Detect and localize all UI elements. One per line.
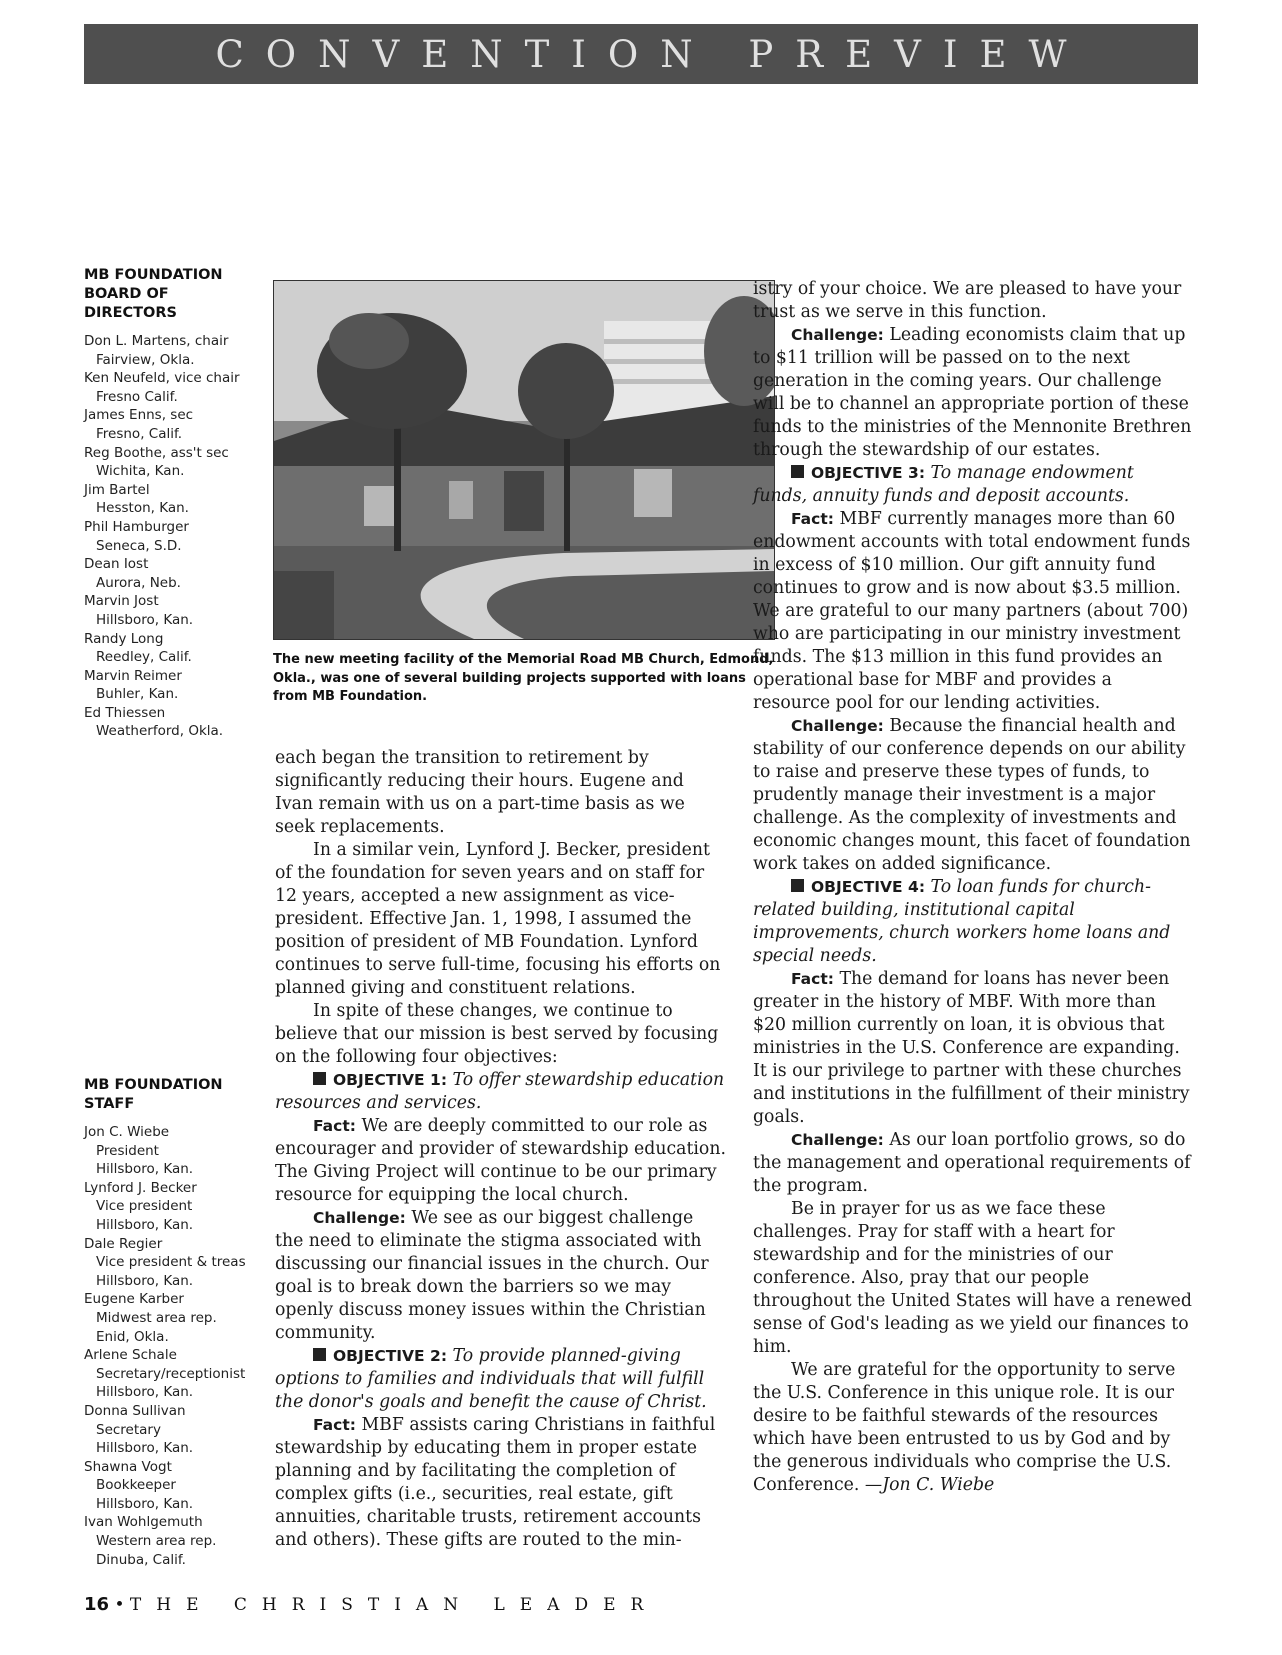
footer-separator: • bbox=[114, 1595, 125, 1615]
objective-3: OBJECTIVE 3: To manage endowment funds, annuity funds and deposit accounts. bbox=[753, 463, 1134, 506]
list-item-detail: Hillsboro, Kan. bbox=[96, 1440, 194, 1457]
list-item-detail: Fresno, Calif. bbox=[96, 425, 183, 442]
list-item-name: Ed Thiessen bbox=[84, 704, 166, 721]
church-photo bbox=[273, 280, 775, 640]
board-sidebar bbox=[84, 266, 259, 741]
paragraph: istry of your choice. We are pleased to have your trust as we serve in this function. bbox=[753, 279, 1182, 322]
staff-heading: MB FOUNDATION STAFF bbox=[84, 1077, 223, 1112]
objective-4: OBJECTIVE 4: To loan funds for church-related building, institutional capital improvements, church workers home loans and special needs. bbox=[753, 877, 1171, 966]
list-item-detail: Hillsboro, Kan. bbox=[96, 1272, 194, 1289]
list-item-detail: Hillsboro, Kan. bbox=[96, 1161, 194, 1178]
list-item-name: Randy Long bbox=[84, 630, 164, 647]
list-item-detail: Midwest area rep. bbox=[96, 1309, 217, 1326]
list-item-name: Jon C. Wiebe bbox=[84, 1124, 170, 1140]
paragraph: In spite of these changes, we continue to believe that our mission is best served by focusing on the following four objectives: bbox=[275, 1001, 719, 1067]
author-signature: —Jon C. Wiebe bbox=[864, 1475, 995, 1495]
list-item-detail: Vice president & treas bbox=[96, 1254, 246, 1271]
list-item-name: Dean Iost bbox=[84, 556, 149, 573]
list-item-detail: Secretary/receptionist bbox=[96, 1365, 246, 1382]
list-item-name: Arlene Schale bbox=[84, 1347, 177, 1364]
list-item-detail: Western area rep. bbox=[96, 1533, 217, 1550]
square-bullet-icon bbox=[791, 465, 804, 478]
page-footer bbox=[84, 1594, 658, 1615]
list-item-name: Phil Hamburger bbox=[84, 518, 189, 535]
article-column-1 bbox=[275, 747, 727, 1552]
square-bullet-icon bbox=[313, 1072, 326, 1085]
challenge-paragraph: Challenge: We see as our biggest challenge the need to eliminate the stigma associated with discussing our financial issues in the church. Our goal is to break down the barriers so we may openly discuss money issues within the Christian community. bbox=[275, 1208, 709, 1343]
list-item-name: Marvin Jost bbox=[84, 593, 159, 610]
list-item-name: Dale Regier bbox=[84, 1235, 163, 1252]
list-item-detail: Fairview, Okla. bbox=[96, 351, 195, 368]
list-item-detail: Aurora, Neb. bbox=[96, 574, 181, 591]
board-heading: MB FOUNDATION BOARD OF DIRECTORS bbox=[84, 267, 223, 321]
church-building-image bbox=[274, 281, 774, 639]
publication-name: THE CHRISTIAN LEADER bbox=[129, 1595, 659, 1615]
fact-paragraph: Fact: We are deeply committed to our role as encourager and provider of stewardship education. The Giving Project will continue to be our primary resource for equipping the local church. bbox=[275, 1116, 726, 1205]
list-item-name: Reg Boothe, ass't sec bbox=[84, 444, 229, 461]
challenge-paragraph: Challenge: Leading economists claim that up to $11 trillion will be passed on to the next generation in the coming years. Our challenge will be to channel an appropriate portion of these funds to the ministries of the Mennonite Brethren through the stewardship of our estates. bbox=[753, 325, 1192, 460]
list-item-detail: Secretary bbox=[96, 1421, 161, 1438]
square-bullet-icon bbox=[791, 879, 804, 892]
challenge-paragraph: Challenge: Because the financial health and stability of our conference depends on our ability to raise and preserve these types of funds, to prudently manage their investment is a major challenge. As the complexity of investments and economic changes mount, this facet of foundation work takes on added significance. bbox=[753, 716, 1191, 874]
closing-paragraph: We are grateful for the opportunity to serve the U.S. Conference in this unique role. It is our desire to be faithful stewards of the resources which have been entrusted to us by God and by the generous individuals who comprise the U.S. Conference. —Jon C. Wiebe bbox=[753, 1360, 1176, 1495]
list-item-name: Eugene Karber bbox=[84, 1291, 184, 1308]
article-column-2 bbox=[753, 278, 1193, 1497]
paragraph: Be in prayer for us as we face these challenges. Pray for staff with a heart for stewardship and for the ministries of our conference. Also, pray that our people throughout the United States will have a renewed sense of God's leading as we yield our finances to him. bbox=[753, 1199, 1192, 1357]
list-item-name: Ken Neufeld, vice chair bbox=[84, 370, 240, 387]
fact-paragraph: Fact: MBF assists caring Christians in faithful stewardship by educating them in proper estate planning and by facilitating the completion of complex gifts (i.e., securities, real estate, gift annuities, charitable trusts, retirement accounts and others). These gifts are routed to the min- bbox=[275, 1415, 716, 1550]
paragraph: In a similar vein, Lynford J. Becker, president of the foundation for seven years and on staff for 12 years, accepted a new assignment as vice-president. Effective Jan. 1, 1998, I assumed the position of president of MB Foundation. Lynford continues to serve full-time, focusing his efforts on planned giving and constituent relations. bbox=[275, 840, 721, 998]
paragraph: each began the transition to retirement by significantly reducing their hours. Eugene and Ivan remain with us on a part-time basis as we seek replacements. bbox=[275, 748, 685, 837]
objective-1: OBJECTIVE 1: To offer stewardship education resources and services. bbox=[275, 1070, 725, 1113]
list-item-detail: President bbox=[96, 1142, 159, 1159]
staff-sidebar bbox=[84, 1076, 259, 1569]
section-banner bbox=[84, 24, 1198, 84]
list-item-name: Lynford J. Becker bbox=[84, 1179, 197, 1196]
list-item-detail: Bookkeeper bbox=[96, 1477, 176, 1494]
list-item-detail: Vice president bbox=[96, 1198, 193, 1215]
list-item-detail: Hillsboro, Kan. bbox=[96, 1495, 194, 1512]
fact-paragraph: Fact: The demand for loans has never been greater in the history of MBF. With more than $20 million currently on loan, it is obvious that ministries in the U.S. Conference are expanding. It is our privilege to partner with these churches and institutions in the fulfillment of their ministry goals. bbox=[753, 969, 1190, 1127]
board-list bbox=[84, 332, 259, 741]
list-item-name: James Enns, sec bbox=[84, 407, 194, 424]
list-item-detail: Hillsboro, Kan. bbox=[96, 1384, 194, 1401]
list-item-name: Don L. Martens, chair bbox=[84, 333, 229, 349]
list-item-detail: Wichita, Kan. bbox=[96, 463, 185, 480]
list-item-detail: Hillsboro, Kan. bbox=[96, 1216, 194, 1233]
square-bullet-icon bbox=[313, 1348, 326, 1361]
list-item-detail: Seneca, S.D. bbox=[96, 537, 182, 554]
list-item-detail: Dinuba, Calif. bbox=[96, 1551, 186, 1568]
list-item-detail: Reedley, Calif. bbox=[96, 649, 192, 666]
list-item-name: Shawna Vogt bbox=[84, 1458, 172, 1475]
fact-paragraph: Fact: MBF currently manages more than 60 endowment accounts with total endowment funds in excess of $10 million. Our gift annuity fund continues to grow and is now about $3.5 million. We are grateful to our many partners (about 700) who are participating in our ministry investment funds. The $13 million in this fund provides an operational base for MBF and provides a resource pool for our lending activities. bbox=[753, 509, 1191, 713]
list-item-detail: Buhler, Kan. bbox=[96, 686, 179, 703]
list-item-name: Ivan Wohlgemuth bbox=[84, 1514, 203, 1531]
challenge-paragraph: Challenge: As our loan portfolio grows, so do the management and operational requirements of the program. bbox=[753, 1130, 1191, 1196]
list-item-detail: Fresno Calif. bbox=[96, 388, 178, 405]
list-item-detail: Weatherford, Okla. bbox=[96, 723, 224, 740]
list-item-detail: Enid, Okla. bbox=[96, 1328, 169, 1345]
objective-2: OBJECTIVE 2: To provide planned-giving options to families and individuals that will fulfill the donor's goals and benefit the cause of Christ. bbox=[275, 1346, 707, 1412]
page-number: 16 bbox=[84, 1594, 110, 1615]
list-item-name: Jim Bartel bbox=[84, 481, 150, 498]
list-item-detail: Hillsboro, Kan. bbox=[96, 611, 194, 628]
list-item-name: Marvin Reimer bbox=[84, 667, 182, 684]
banner-title: CONVENTION PREVIEW bbox=[215, 33, 1089, 76]
list-item-detail: Hesston, Kan. bbox=[96, 500, 189, 517]
staff-list bbox=[84, 1123, 259, 1569]
list-item-name: Donna Sullivan bbox=[84, 1402, 186, 1419]
photo-caption: The new meeting facility of the Memorial Road MB Church, Edmond, Okla., was one of several building projects supported with loans from MB Foundation. bbox=[273, 652, 774, 704]
